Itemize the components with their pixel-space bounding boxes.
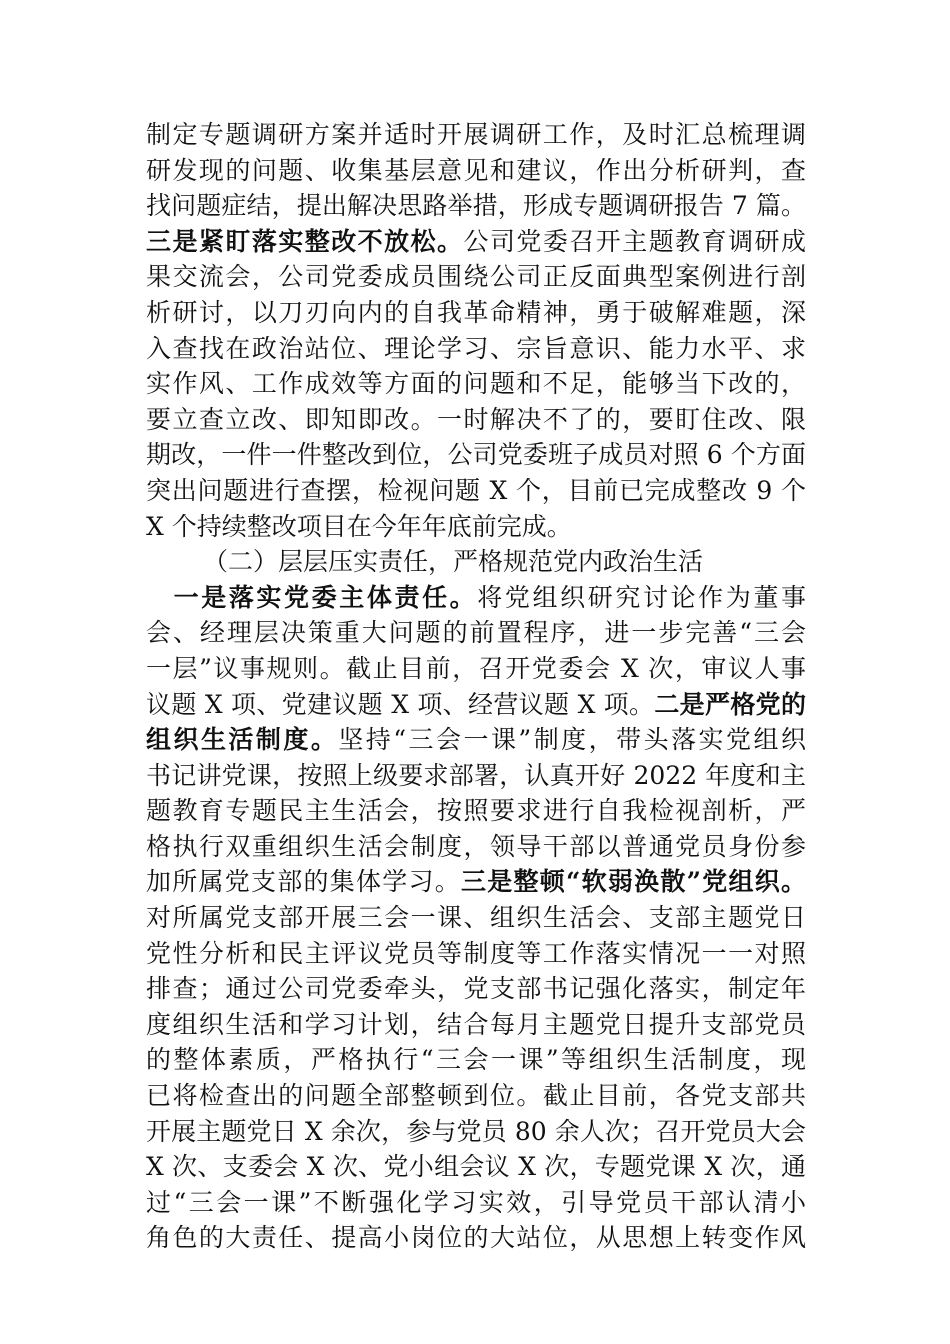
text-line: 找问题症结，提出解决思路举措，形成专题调研报告 7 篇。: [146, 191, 806, 221]
bold-lead: 二是严格党的: [654, 689, 806, 719]
text-line: 制定专题调研方案并适时开展调研工作，及时汇总梳理调: [146, 120, 806, 149]
text-line: 析研讨，以刀刃向内的自我革命精神，勇于破解难题，深: [146, 297, 806, 327]
text-line: 要立查立改、即知即改。一时解决不了的，要盯住改、限: [146, 404, 806, 434]
text-line: 排查；通过公司党委牵头，党支部书记强化落实，制定年: [146, 974, 806, 1004]
text-line: 度组织生活和学习计划，结合每月主题党日提升支部党员: [146, 1009, 806, 1039]
text-line: 实作风、工作成效等方面的问题和不足，能够当下改的，: [146, 369, 806, 399]
text-line: X 次、支委会 X 次、党小组会议 X 次，专题党课 X 次，通: [146, 1152, 806, 1182]
text-line: 已将检查出的问题全部整顿到位。截止目前，各党支部共: [146, 1081, 806, 1111]
text-line: 一层”议事规则。截止目前，召开党委会 X 次，审议人事: [146, 653, 806, 683]
text-line: 期改，一件一件整改到位，公司党委班子成员对照 6 个方面: [146, 440, 806, 470]
text-line: 的整体素质，严格执行“三会一课”等组织生活制度，现: [146, 1045, 806, 1075]
text-line: 对所属党支部开展三会一课、组织生活会、支部主题党日: [146, 903, 806, 933]
text-line: 过“三会一课”不断强化学习实效，引导党员干部认清小: [146, 1187, 806, 1217]
text-line: 议题 X 项、党建议题 X 项、经营议题 X 项。二是严格党的: [146, 689, 806, 719]
text-line: 格执行双重组织生活会制度，领导干部以普通党员身份参: [146, 831, 806, 861]
bold-lead: 组织生活制度。: [146, 725, 339, 755]
text-line: X 个持续整改项目在今年年底前完成。: [146, 511, 572, 541]
bold-lead: 一是落实党委主体责任。: [146, 582, 478, 612]
text-line: 角色的大责任、提高小岗位的大站位，从思想上转变作风: [146, 1223, 806, 1253]
text-line: 加所属党支部的集体学习。三是整顿“软弱涣散”党组织。: [146, 867, 806, 897]
text-line: 书记讲党课，按照上级要求部署，认真开好 2022 年度和主: [146, 760, 806, 790]
text-line: 一是落实党委主体责任。将党组织研究讨论作为董事: [146, 582, 806, 612]
text-line: 入查找在政治站位、理论学习、宗旨意识、能力水平、求: [146, 333, 806, 363]
text-line: 开展主题党日 X 余次，参与党员 80 余人次；召开党员大会: [146, 1116, 806, 1146]
text-line: 题教育专题民主生活会，按照要求进行自我检视剖析，严: [146, 796, 806, 826]
text-line: 党性分析和民主评议党员等制度等工作落实情况一一对照: [146, 938, 806, 968]
text-line: 突出问题进行查摆，检视问题 X 个，目前已完成整改 9 个: [146, 475, 806, 505]
bold-lead: 三是整顿“软弱涣散”党组织。: [461, 867, 806, 897]
document-body: [146, 117, 806, 1256]
section-heading: （二）层层压实责任，严格规范党内政治生活: [203, 547, 704, 577]
text-line: 果交流会，公司党委成员围绕公司正反面典型案例进行剖: [146, 262, 806, 292]
text-line: 研发现的问题、收集基层意见和建议，作出分析研判，查: [146, 155, 806, 185]
text-line: 组织生活制度。坚持“三会一课”制度，带头落实党组织: [146, 725, 806, 755]
text-line: 会、经理层决策重大问题的前置程序，进一步完善“三会: [146, 618, 806, 648]
bold-lead: 三是紧盯落实整改不放松。: [146, 226, 464, 256]
text-line: 三是紧盯落实整改不放松。公司党委召开主题教育调研成: [146, 226, 806, 256]
